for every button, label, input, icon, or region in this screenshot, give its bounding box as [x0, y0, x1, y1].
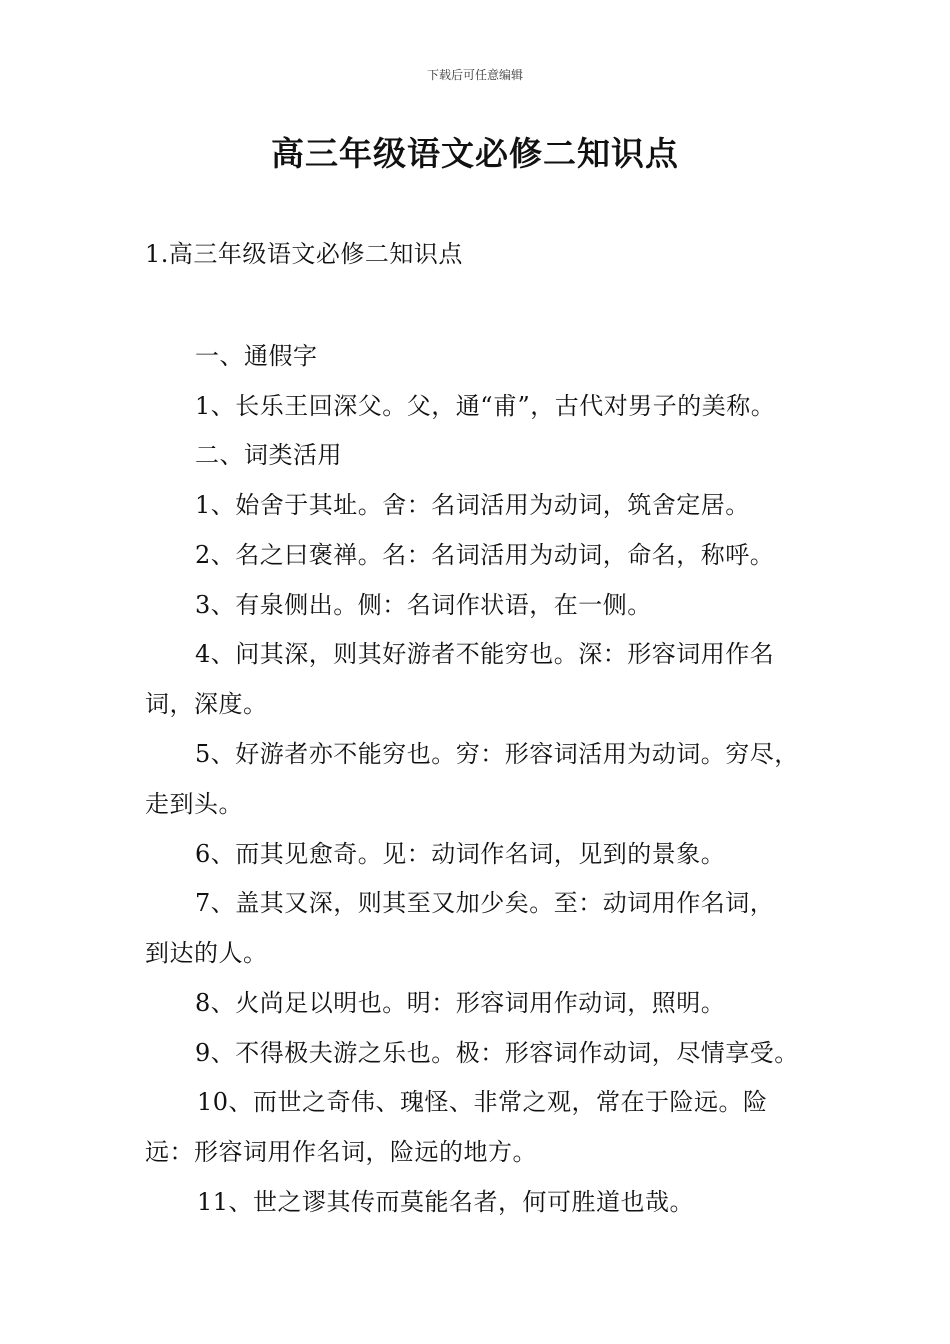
page-title: 高三年级语文必修二知识点: [271, 134, 679, 173]
paragraph-line: 7、盖其又深，则其至又加少矣。至：动词用作名词，: [195, 889, 775, 917]
paragraph-line: 2、名之曰褒禅。名：名词活用为动词，命名，称呼。: [195, 541, 775, 569]
paragraph-line: 10、而世之奇伟、瑰怪、非常之观，常在于险远。险: [197, 1088, 768, 1116]
paragraph-line: 6、而其见愈奇。见：动词作名词，见到的景象。: [195, 840, 726, 868]
paragraph-line: 词，深度。: [145, 690, 268, 718]
paragraph-line: 3、有泉侧出。侧：名词作状语，在一侧。: [195, 591, 652, 619]
subheading-cileihuoyong: 二、词类活用: [195, 441, 342, 469]
paragraph-line: 远：形容词用作名词，险远的地方。: [145, 1138, 537, 1166]
header-note: 下载后可任意编辑: [426, 68, 523, 82]
section-heading: 1.高三年级语文必修二知识点: [145, 240, 463, 268]
paragraph-line: 11、世之谬其传而莫能名者，何可胜道也哉。: [197, 1188, 695, 1216]
paragraph-line: 到达的人。: [145, 939, 268, 967]
paragraph-line: 4、问其深，则其好游者不能穷也。深：形容词用作名: [195, 640, 775, 668]
paragraph-line: 8、火尚足以明也。明：形容词用作动词，照明。: [195, 989, 726, 1017]
paragraph-line: 走到头。: [145, 790, 243, 818]
subheading-tongjiazi: 一、通假字: [195, 342, 318, 370]
paragraph-line: 9、不得极夫游之乐也。极：形容词作动词，尽情享受。: [195, 1039, 799, 1067]
paragraph-line: 1、始舍于其址。舍：名词活用为动词，筑舍定居。: [195, 491, 750, 519]
paragraph-line: 5、好游者亦不能穷也。穷：形容词活用为动词。穷尽，: [195, 740, 799, 768]
paragraph-line: 1、长乐王回深父。父，通“甫”，古代对男子的美称。: [195, 392, 776, 420]
